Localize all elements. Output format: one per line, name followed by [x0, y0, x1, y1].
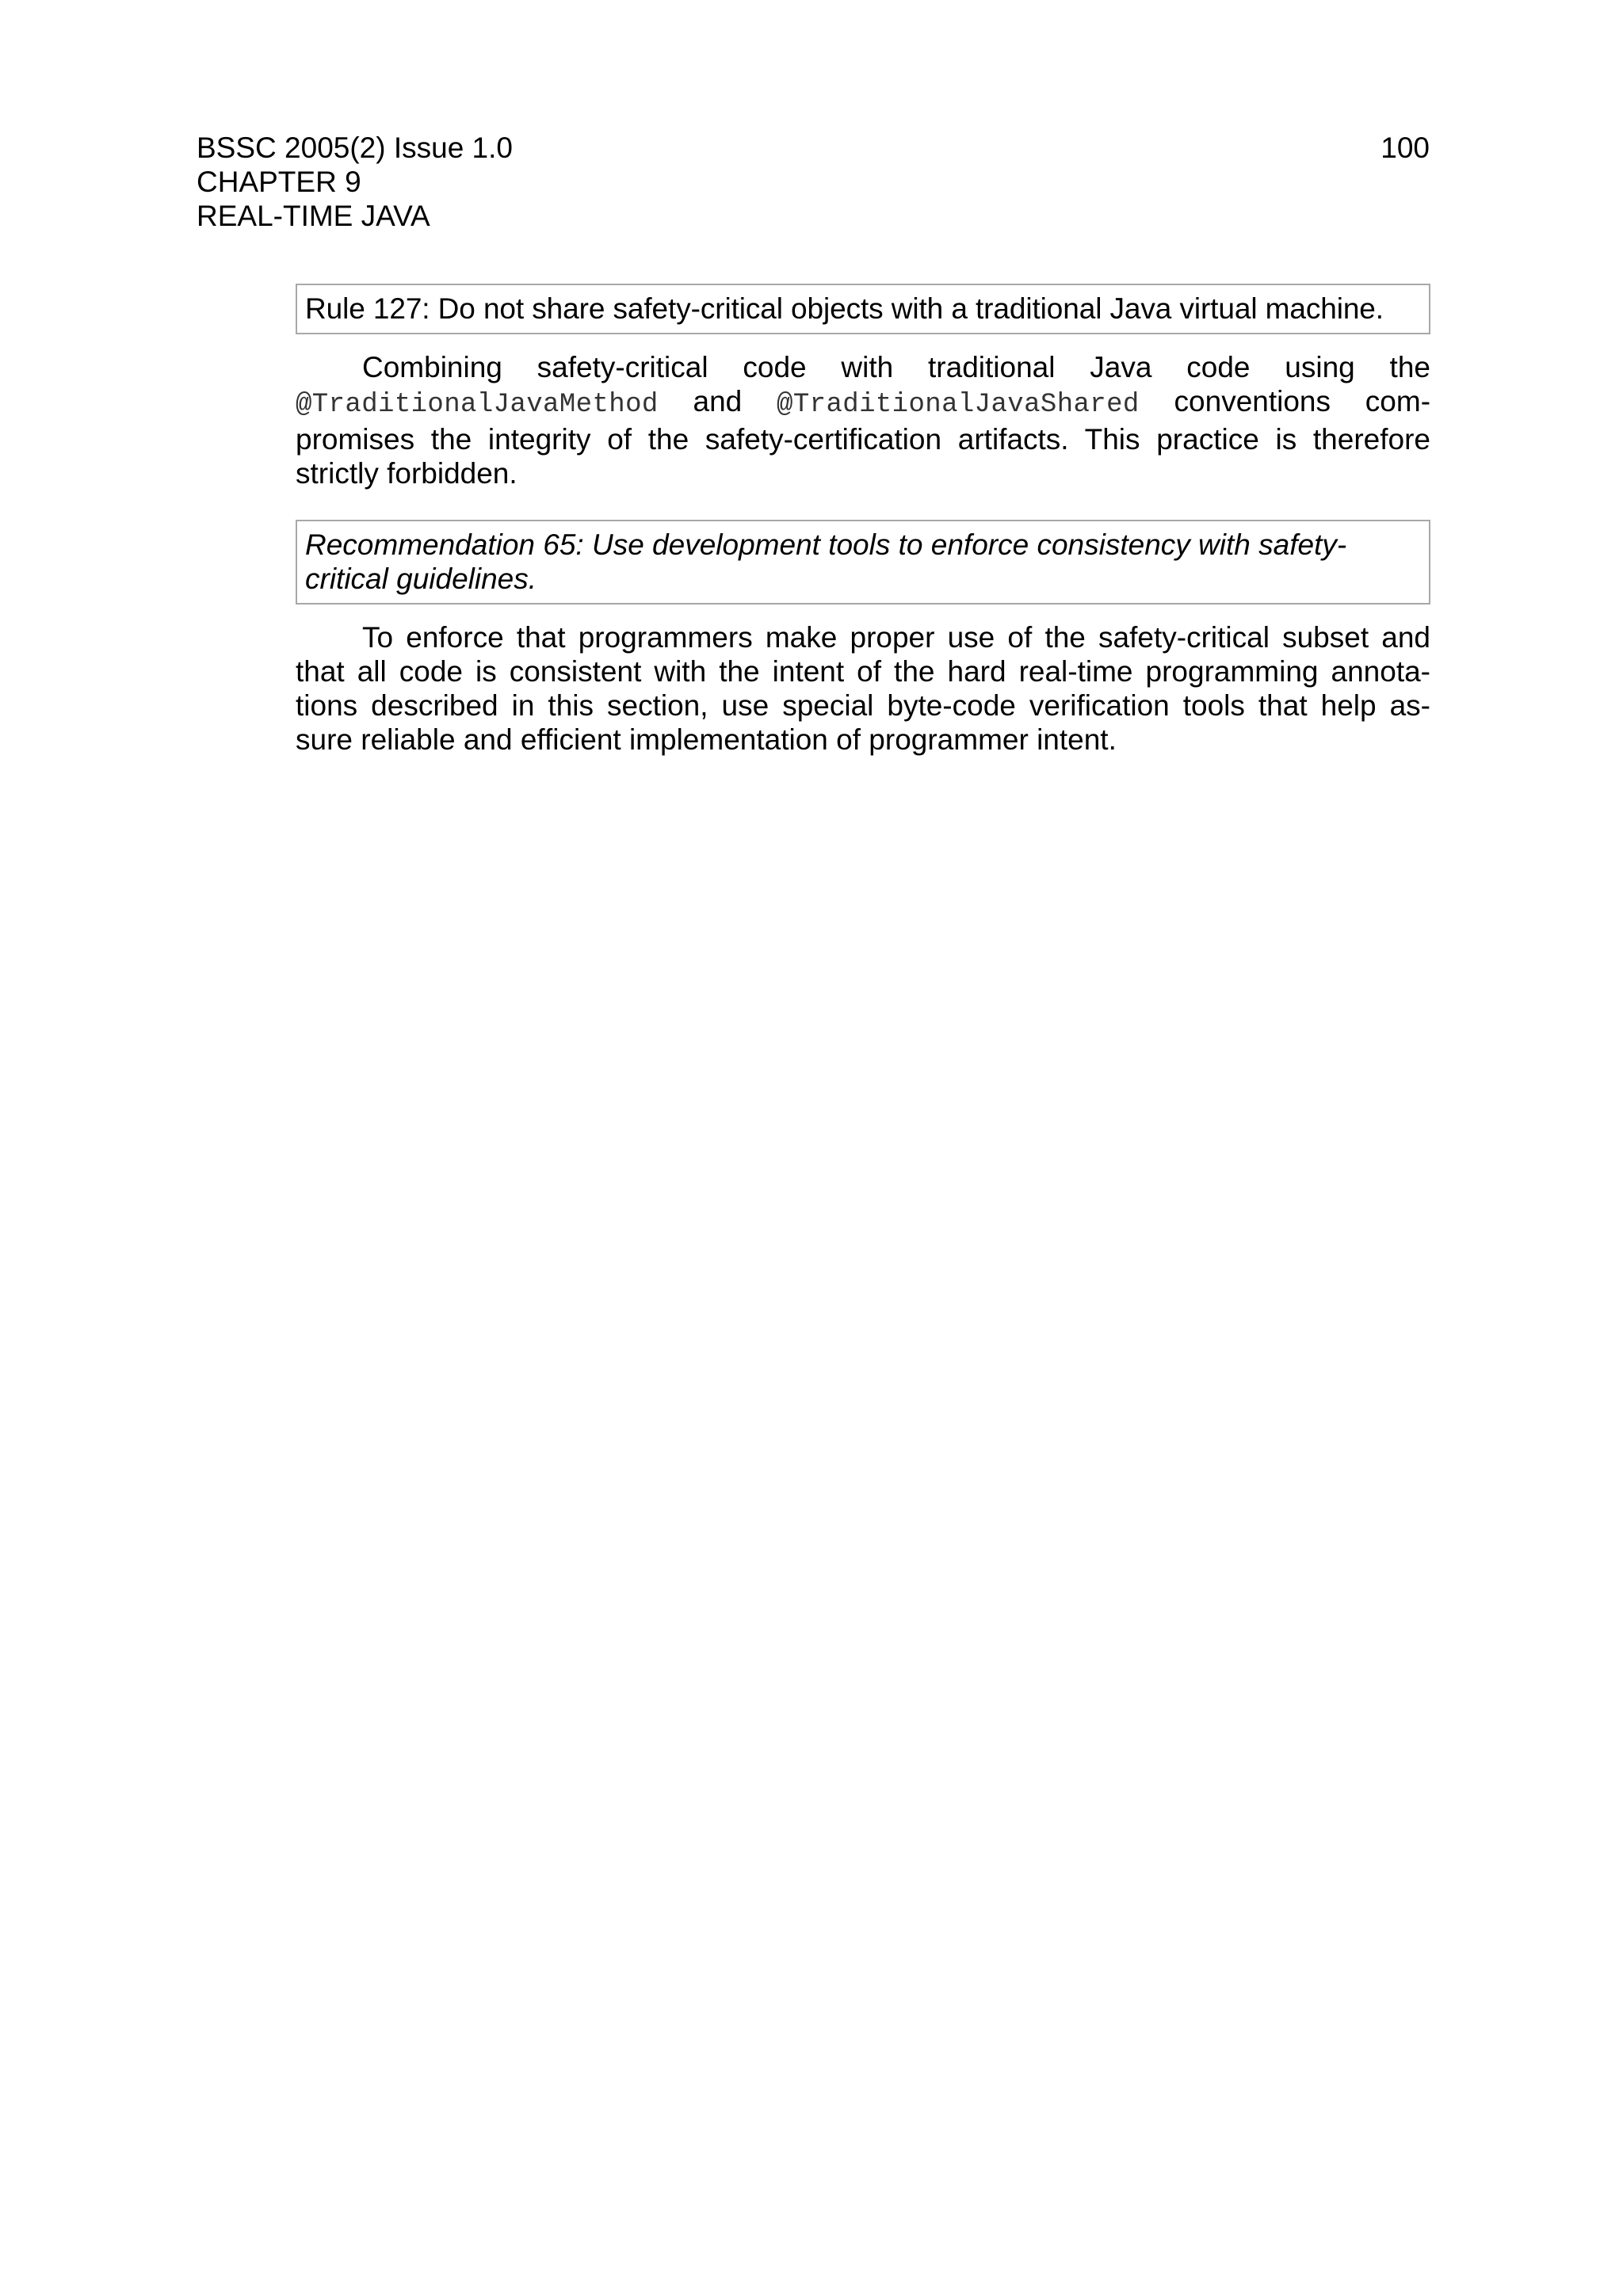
page-number: 100: [1381, 132, 1430, 164]
chapter-title: REAL-TIME JAVA: [197, 200, 430, 232]
rule-box: [296, 284, 1430, 334]
rule-text: Rule 127: Do not share safety-critical objects with a traditional Java virtual machine.: [305, 292, 1384, 325]
paragraph-line: that all code is consistent with the intent of the hard real-time programming annota-: [296, 655, 1430, 688]
paragraph-line: To enforce that programmers make proper use of the safety-critical subset and: [362, 621, 1430, 654]
paragraph-text: conventions com-: [1174, 385, 1431, 418]
paragraph-line: strictly forbidden.: [296, 457, 517, 490]
page-header: [197, 131, 1430, 233]
chapter-number: CHAPTER 9: [197, 166, 361, 198]
conjunction-text: and: [693, 385, 743, 418]
page-content: [296, 284, 1430, 757]
paragraph-line: tions described in this section, use special byte-code verification tools that help as-: [296, 689, 1430, 722]
paragraph-line: sure reliable and efficient implementation of programmer intent.: [296, 723, 1117, 756]
code-traditional-java-shared: @TraditionalJavaShared: [777, 390, 1140, 420]
paragraph-line: promises the integrity of the safety-certification artifacts. This practice is therefore: [296, 423, 1430, 456]
paragraph-development-tools: [296, 620, 1430, 757]
paragraph-line: Combining safety-critical code with traditional Java code using the: [362, 351, 1430, 383]
paragraph-traditional-java: [296, 350, 1430, 490]
paragraph-line: [296, 384, 1430, 422]
recommendation-box: [296, 520, 1430, 605]
code-traditional-java-method: @TraditionalJavaMethod: [296, 390, 659, 420]
recommendation-line: Recommendation 65: Use development tools to enforce consistency with safety-: [305, 528, 1347, 561]
document-id: BSSC 2005(2) Issue 1.0: [197, 132, 513, 164]
recommendation-line: critical guidelines.: [305, 563, 537, 595]
